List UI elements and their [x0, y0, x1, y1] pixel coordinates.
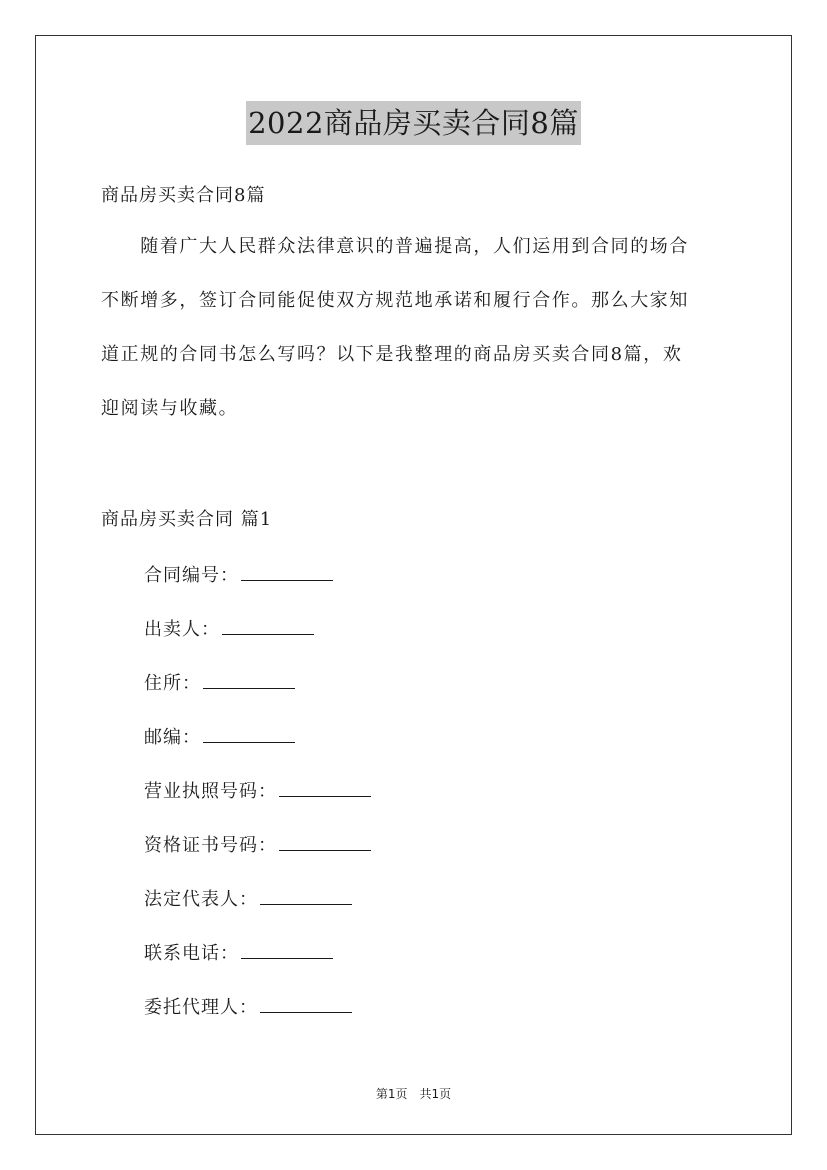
field-address [144, 669, 295, 695]
field-contract-number [144, 561, 333, 587]
field-label: 联系电话： [144, 943, 239, 964]
intro-line: 随着广大人民群众法律意识的普遍提高，人们运用到合同的场合 [101, 236, 689, 257]
intro-line: 不断增多，签订合同能促使双方规范地承诺和履行合作。那么大家知 [101, 290, 689, 311]
field-phone [144, 939, 333, 965]
field-label: 邮编： [144, 727, 201, 748]
field-legal-representative [144, 885, 352, 911]
page-footer: 第1页 共1页 [375, 1087, 452, 1101]
fill-blank [241, 942, 333, 959]
fill-blank [260, 996, 352, 1013]
field-label: 出卖人： [144, 619, 220, 640]
field-label: 营业执照号码： [144, 781, 277, 802]
intro-paragraph [101, 229, 727, 445]
field-agent [144, 993, 352, 1019]
section-heading: 商品房买卖合同 篇1 [101, 509, 273, 530]
title-container [0, 101, 827, 145]
document-title: 2022商品房买卖合同8篇 [246, 101, 581, 145]
field-seller [144, 615, 314, 641]
field-label: 合同编号： [144, 565, 239, 586]
field-label: 委托代理人： [144, 997, 258, 1018]
field-business-license [144, 777, 371, 803]
fill-blank [203, 726, 295, 743]
field-label: 法定代表人： [144, 889, 258, 910]
intro-line: 迎阅读与收藏。 [101, 398, 239, 419]
fill-blank [241, 564, 333, 581]
field-qualification-cert [144, 831, 371, 857]
fill-blank [279, 834, 371, 851]
field-label: 住所： [144, 673, 201, 694]
lead-heading: 商品房买卖合同8篇 [101, 185, 266, 206]
fill-blank [260, 888, 352, 905]
field-postcode [144, 723, 295, 749]
intro-line: 道正规的合同书怎么写吗？以下是我整理的商品房买卖合同8篇，欢 [101, 344, 683, 365]
fill-blank [279, 780, 371, 797]
fill-blank [203, 672, 295, 689]
fill-blank [222, 618, 314, 635]
field-label: 资格证书号码： [144, 835, 277, 856]
